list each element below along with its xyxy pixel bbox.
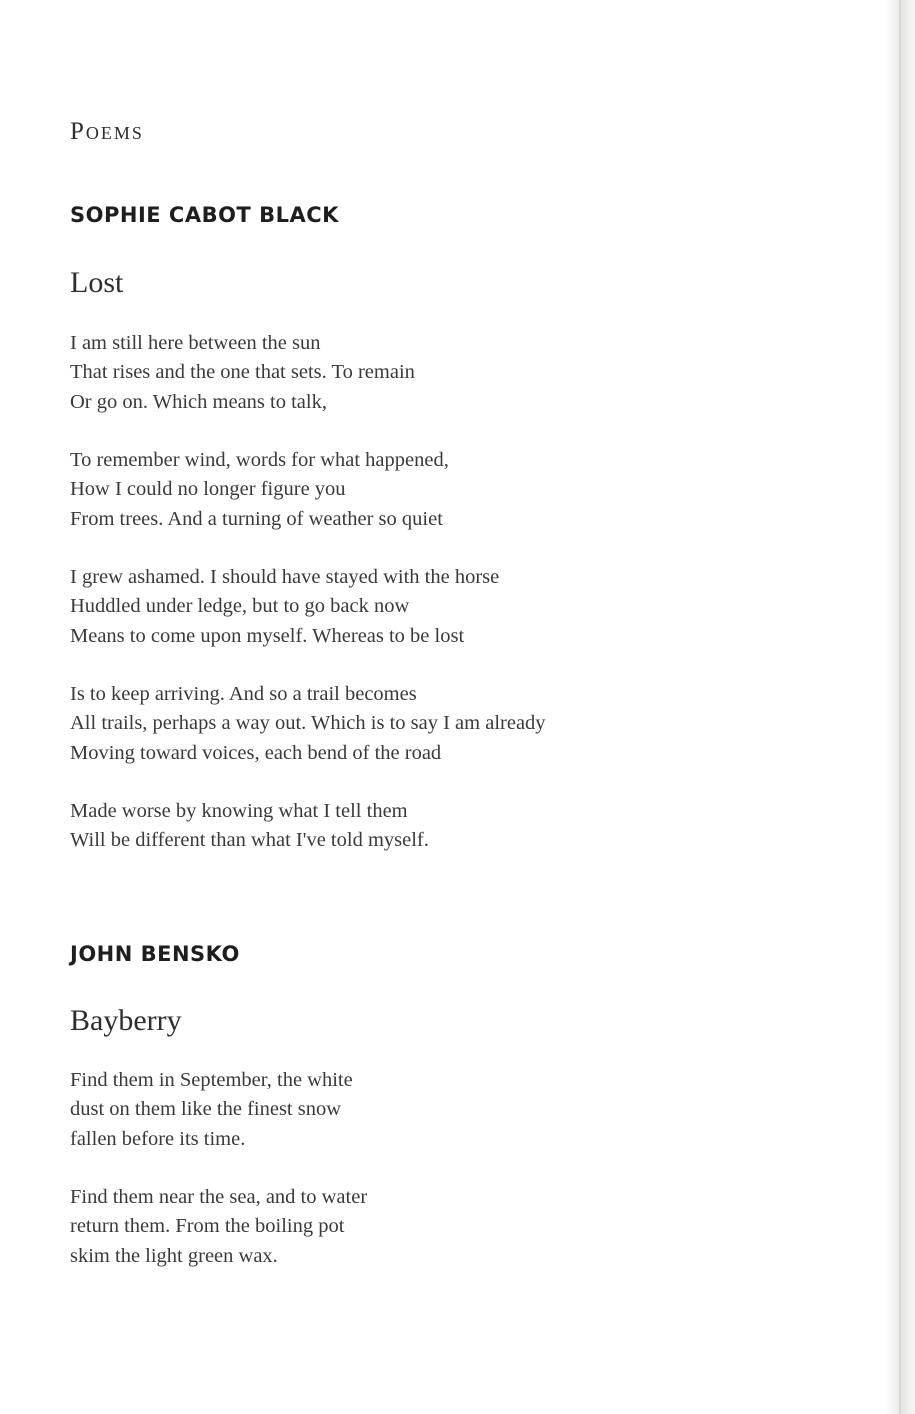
stanza bbox=[70, 329, 415, 417]
stanza bbox=[70, 563, 499, 651]
poem-line: Find them in September, the white bbox=[70, 1069, 353, 1091]
poem-line: Is to keep arriving. And so a trail becomes bbox=[70, 683, 417, 705]
stanza bbox=[70, 446, 449, 534]
poem-line: return them. From the boiling pot bbox=[70, 1215, 345, 1238]
poem-line: I am still here between the sun bbox=[70, 332, 321, 354]
poem-line: All trails, perhaps a way out. Which is to say I am already bbox=[70, 712, 546, 735]
poem-title: Bayberry bbox=[70, 1004, 182, 1037]
poem-author: JOHN BENSKO bbox=[70, 942, 240, 966]
poem-line: To remember wind, words for what happened, bbox=[70, 449, 449, 471]
poem-line: dust on them like the finest snow bbox=[70, 1098, 342, 1121]
poem-line: fallen before its time. bbox=[70, 1127, 246, 1150]
stanza bbox=[70, 1066, 353, 1154]
stanza bbox=[70, 1183, 367, 1271]
stanza bbox=[70, 680, 546, 768]
poem-line: Will be different than what I've told myself. bbox=[70, 829, 429, 852]
section-header: Poems bbox=[70, 118, 144, 145]
poem-author: SOPHIE CABOT BLACK bbox=[70, 203, 339, 227]
poem-line: From trees. And a turning of weather so quiet bbox=[70, 507, 443, 530]
stanza bbox=[70, 797, 429, 856]
poem-line: skim the light green wax. bbox=[70, 1244, 278, 1267]
poem-line: Find them near the sea, and to water bbox=[70, 1186, 368, 1208]
poem-line: Moving toward voices, each bend of the road bbox=[70, 741, 442, 764]
poem-line: Huddled under ledge, but to go back now bbox=[70, 595, 410, 618]
binding-edge bbox=[899, 0, 901, 1414]
poem-line: That rises and the one that sets. To remain bbox=[70, 361, 415, 384]
poem-line: I grew ashamed. I should have stayed with the horse bbox=[70, 566, 500, 588]
poem-line: Made worse by knowing what I tell them bbox=[70, 800, 408, 822]
poem-line: Means to come upon myself. Whereas to be lost bbox=[70, 624, 465, 647]
poem-line: How I could no longer figure you bbox=[70, 478, 346, 501]
poem-title: Lost bbox=[70, 266, 124, 299]
poem-line: Or go on. Which means to talk, bbox=[70, 390, 327, 413]
